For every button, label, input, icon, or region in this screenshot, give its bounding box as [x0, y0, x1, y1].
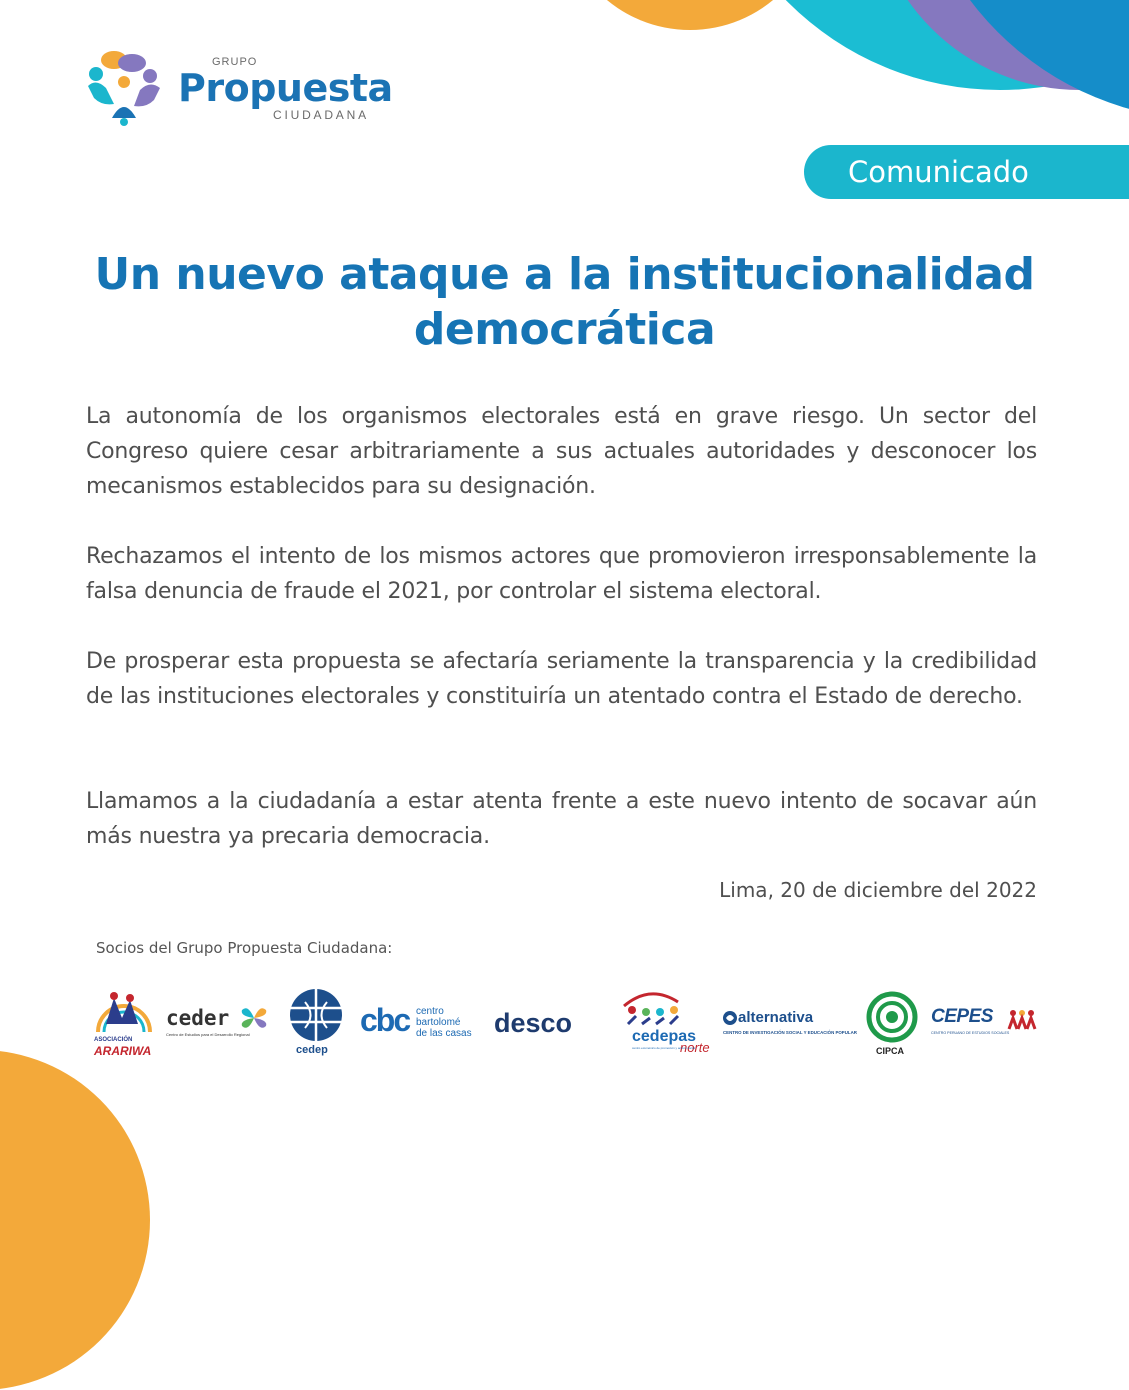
logo-grupo-text: GRUPO [212, 56, 258, 68]
partner-logo-cedepas [620, 988, 720, 1060]
paragraph-4: Llamamos a la ciudadanía a estar atenta frente a este nuevo intento de socavar aún más nuestra ya precaria democracia. [86, 789, 1037, 849]
cedep-globe-icon [287, 988, 345, 1042]
cbc-mark: cbc [360, 1002, 410, 1038]
cipca-name: CIPCA [876, 1046, 905, 1056]
ceder-tagline: Centro de Estudios para el Desarrollo Regional [166, 1032, 250, 1037]
ceder-name: ceder [166, 1006, 230, 1030]
logo-propuesta-text: Propuesta [178, 66, 393, 110]
decorative-orange-circle-bottom [0, 1050, 150, 1390]
cbc-line-1: centro [416, 1006, 444, 1017]
cbc-line-3: de las casas [416, 1028, 472, 1039]
cedepas-suffix: norte [680, 1040, 710, 1055]
partners-caption: Socios del Grupo Propuesta Ciudadana: [96, 939, 393, 957]
alternativa-tagline: CENTRO DE INVESTIGACIÓN SOCIAL Y EDUCACIÓN POPULAR [723, 1030, 857, 1035]
alternativa-swirl-icon [722, 1010, 738, 1026]
people-speech-bubble-icon [84, 48, 164, 128]
partner-logo-alternativa [722, 988, 856, 1060]
partner-logo-arariwa [92, 988, 156, 1060]
arariwa-top-text: ASOCIACIÓN [94, 1037, 133, 1043]
partner-logo-cbc [360, 988, 490, 1060]
grupo-propuesta-logo [84, 48, 404, 128]
partner-logo-desco [494, 988, 612, 1060]
partner-logo-cepes [929, 988, 1039, 1060]
cedepas-people-icon [620, 988, 684, 1026]
cedepas-name: cedepas [632, 1028, 697, 1045]
partner-logo-ceder [166, 988, 270, 1060]
title-line-2: democrática [413, 304, 716, 355]
partner-logo-cedep [287, 988, 345, 1060]
cbc-line-2: bartolomé [416, 1017, 461, 1028]
statement-title [60, 247, 1069, 357]
arariwa-name: ARARIWA [94, 1044, 152, 1058]
partner-logo-cipca [864, 988, 920, 1060]
ceder-petals-icon [238, 1002, 270, 1034]
statement-date: Lima, 20 de diciembre del 2022 [719, 878, 1037, 902]
alternativa-name: alternativa [738, 1009, 814, 1026]
cepes-people-icon [1007, 1008, 1037, 1030]
paragraph-1: La autonomía de los organismos electorales está en grave riesgo. Un sector del Congreso quiere cesar arbitrariamente a sus actuales autoridades y desconocer los mecanismos establecidos para su designación. [86, 404, 1037, 499]
desco-name: desco [494, 1008, 573, 1038]
paragraph-3: De prosperar esta propuesta se afectaría seriamente la transparencia y la credibilidad de las instituciones electorales y constituiría un atentado contra el Estado de derecho. [86, 649, 1037, 709]
paragraph-2: Rechazamos el intento de los mismos actores que promovieron irresponsablemente la falsa denuncia de fraude el 2021, por controlar el sistema electoral. [86, 544, 1037, 604]
cedep-name: cedep [296, 1044, 328, 1056]
arariwa-emblem-icon [92, 988, 156, 1036]
title-line-1: Un nuevo ataque a la institucionalidad [94, 249, 1035, 300]
cepes-name: CEPES [931, 1006, 993, 1027]
logo-ciudadana-text: CIUDADANA [273, 108, 369, 122]
cedepas-tagline: centro ecuménico de promoción y acción social [632, 1046, 696, 1050]
cepes-tagline: CENTRO PERUANO DE ESTUDIOS SOCIALES [931, 1031, 1010, 1035]
comunicado-label: Comunicado [848, 155, 1029, 189]
decorative-orange-circle-top [560, 0, 820, 30]
comunicado-badge [804, 145, 1129, 199]
cipca-rings-icon [866, 991, 918, 1043]
